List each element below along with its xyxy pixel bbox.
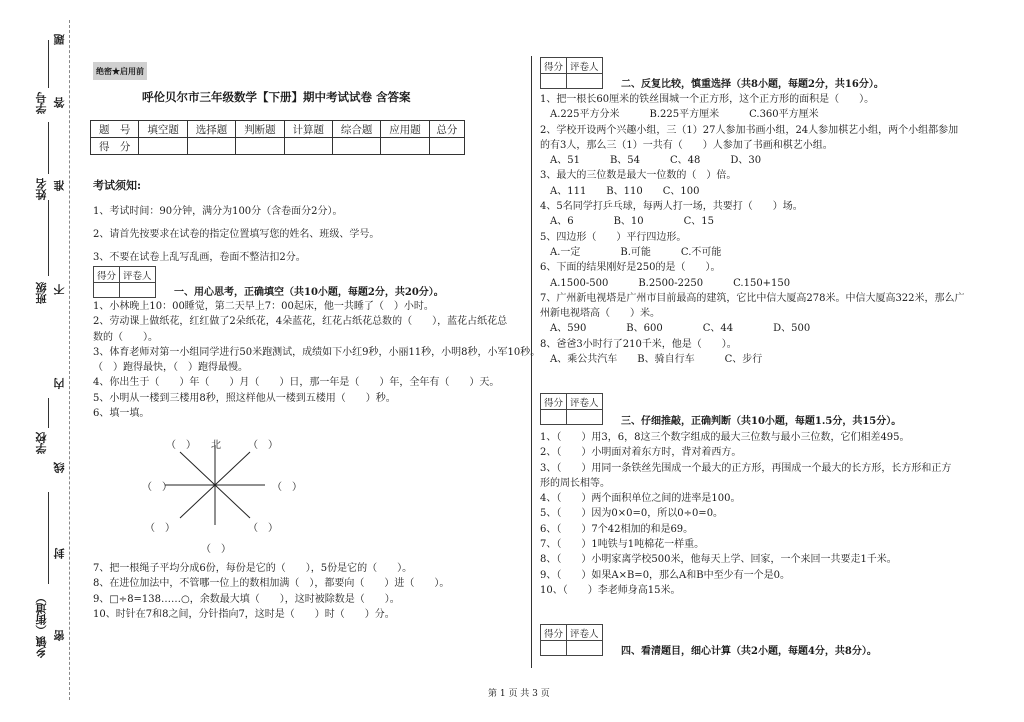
grader-reviewer-label: 评卷人	[120, 267, 156, 283]
question-line: 9、□÷8=138……○，余数最大填（ ），这时被除数是（ ）。	[93, 593, 400, 605]
secret-badge: 绝密★启用前	[93, 62, 147, 80]
question-line: 形的周长相等。	[540, 477, 610, 489]
score-cell: 判断题	[236, 121, 284, 138]
grader-reviewer-input[interactable]	[567, 410, 603, 425]
score-input-cell[interactable]	[332, 138, 380, 155]
grader-reviewer-input[interactable]	[120, 283, 156, 298]
exam-no-label: 学号	[35, 92, 48, 114]
grader-score-label: 得分	[541, 394, 567, 410]
margin-feng: 封	[53, 548, 66, 559]
section1-title: 一、用心思考，正确填空（共10小题，每题2分，共20分）。	[174, 287, 444, 298]
grader-reviewer-label: 评卷人	[567, 625, 603, 641]
question-line: 3、最大的三位数是最大一位数的（ ）倍。	[540, 170, 737, 182]
compass-blank-s[interactable]: （ ）	[201, 544, 231, 555]
question-line: 6、填一填。	[93, 408, 150, 420]
score-cell: 得 分	[91, 138, 139, 155]
question-line: 1、小林晚上10：00睡觉，第二天早上7：00起床，他一共睡了（ ）小时。	[93, 301, 434, 312]
question-line: 1、把一根长60厘米的铁丝围城一个正方形，这个正方形的面积是（ ）。	[540, 94, 875, 105]
question-line: 7、把一根绳子平均分成6份，每份是它的（ ），5份是它的（ ）。	[93, 563, 413, 574]
notice-item: 3、不要在试卷上乱写乱画，卷面不整洁扣2分。	[93, 252, 306, 263]
margin-xian: 线	[53, 462, 66, 473]
margin-ti: 题	[53, 34, 66, 45]
section3-title: 三、仔细推敲，正确判断（共10小题，每题1.5分，共15分）。	[621, 416, 902, 427]
score-input-cell[interactable]	[381, 138, 429, 155]
question-line: 6、（ ）7个42相加的和是69。	[540, 523, 694, 535]
score-input-cell[interactable]	[139, 138, 187, 155]
option-line: A、6 B、10 C、15	[540, 216, 715, 228]
town-line	[48, 492, 49, 584]
score-cell: 应用题	[381, 121, 429, 138]
margin-da: 答	[53, 97, 66, 108]
section3-questions	[540, 430, 951, 598]
option-line: A、111 B、110 C、100	[540, 185, 700, 197]
question-line: 5、（ ）因为0×0=0，所以0÷0=0。	[540, 508, 724, 520]
page-title: 呼伦贝尔市三年级数学【下册】期中考试试卷 含答案	[142, 90, 411, 104]
option-line: A、乘公共汽车 B、骑自行车 C、步行	[540, 354, 763, 366]
grader-reviewer-label: 评卷人	[567, 394, 603, 410]
compass-blank-sw[interactable]: （ ）	[145, 523, 175, 534]
question-line: 2、（ ）小明面对着东方时，背对着西方。	[540, 447, 742, 459]
score-input-cell[interactable]	[284, 138, 332, 155]
score-table-header-row	[91, 121, 465, 138]
grader-score-label: 得分	[541, 625, 567, 641]
question-line: 2、学校开设两个兴趣小组，三（1）27人参加书画小组，24人参加棋艺小组，两个小组都参加	[540, 124, 959, 136]
section1-questions-2	[93, 561, 449, 622]
grader-score-input[interactable]	[94, 283, 120, 298]
grader-score-input[interactable]	[541, 74, 567, 89]
question-line: 2、劳动课上做纸花，红红做了2朵纸花，4朵蓝花，红花占纸花总数的（ ），蓝花占纸花总	[93, 316, 508, 328]
compass-blank-ne[interactable]: （ ）	[248, 440, 278, 451]
name-line	[48, 122, 49, 174]
question-line: 6、下面的结果刚好是250的是（ ）。	[540, 262, 721, 274]
class-label: 班级	[35, 282, 48, 304]
option-line: A.一定 B.可能 C.不可能	[540, 246, 722, 258]
question-line: 3、体育老师对第一小组同学进行50米跑测试，成绩如下小红9秒，小丽11秒，小明8秒，小军10秒。	[93, 346, 541, 358]
score-input-cell[interactable]	[236, 138, 284, 155]
score-cell: 选择题	[187, 121, 235, 138]
option-line: A.225平方分米 B.225平方厘米 C.360平方厘米	[540, 109, 819, 121]
section2-questions	[540, 92, 965, 367]
question-line: 4、（ ）两个面积单位之间的进率是100。	[540, 493, 741, 505]
grader-box-4	[540, 624, 603, 656]
question-line: 7、（ ）1吨铁与1吨棉花一样重。	[540, 539, 705, 551]
score-input-cell[interactable]	[429, 138, 464, 155]
question-line: 州新电视塔高（ ）米。	[540, 308, 660, 320]
score-cell: 填空题	[139, 121, 187, 138]
notice-heading: 考试须知:	[93, 179, 142, 192]
question-line: 3、（ ）用同一条铁丝先围成一个最大的正方形，再围成一个最大的长方形，长方形和正方	[540, 462, 952, 474]
score-cell: 总分	[429, 121, 464, 138]
compass-blank-nw[interactable]: （ ）	[166, 440, 196, 451]
question-line: 5、小明从一楼到三楼用8秒，照这样他从一楼到五楼用（ ）秒。	[93, 392, 396, 404]
notice-item: 1、考试时间：90分钟，满分为100分（含卷面分2分）。	[93, 206, 343, 217]
notice-item: 2、请首先按要求在试卷的指定位置填写您的姓名、班级、学号。	[93, 229, 380, 240]
question-line: 5、四边形（ ）平行四边形。	[540, 231, 687, 243]
section4-title: 四、看清题目，细心计算（共2小题，每题4分，共8分）。	[621, 646, 877, 657]
score-input-cell[interactable]	[187, 138, 235, 155]
compass-blank-e[interactable]: （ ）	[272, 482, 302, 493]
question-line: 9、（ ）如果A×B=0，那么A和B中至少有一个是0。	[540, 569, 790, 581]
margin-zhun: 准	[53, 180, 66, 191]
column-divider	[531, 56, 532, 668]
grader-reviewer-input[interactable]	[567, 74, 603, 89]
school-label: 学校	[35, 432, 48, 454]
margin-nei: 内	[53, 378, 66, 389]
question-line: 10、时针在7和8之间，分针指向7，这时是（ ）时（ ）分。	[93, 608, 395, 620]
margin-bu: 不	[53, 284, 66, 295]
grader-reviewer-label: 评卷人	[567, 58, 603, 74]
score-cell: 题 号	[91, 121, 139, 138]
grader-box-1	[93, 266, 156, 298]
section2-title: 二、反复比较，慎重选择（共8小题，每题2分，共16分）。	[621, 79, 884, 90]
compass-blank-w[interactable]: （ ）	[142, 482, 172, 493]
exam-no-line	[48, 40, 49, 88]
grader-score-input[interactable]	[541, 641, 567, 656]
class-line	[48, 200, 49, 276]
option-line: A、590 B、600 C、44 D、500	[540, 323, 811, 335]
option-line: A、51 B、54 C、48 D、30	[540, 155, 762, 167]
name-label: 姓名	[35, 178, 48, 200]
question-line: 8、在进位加法中，不管哪一位上的数相加满（ ），都要向（ ）进（ ）。	[93, 578, 450, 590]
score-table-score-row	[91, 138, 465, 155]
school-line	[48, 398, 49, 428]
score-table	[90, 120, 465, 155]
grader-score-label: 得分	[541, 58, 567, 74]
compass-blank-se[interactable]: （ ）	[248, 523, 278, 534]
question-line: 8、（ ）小明家离学校500米，他每天上学、回家，一个来回一共要走1千米。	[540, 554, 897, 566]
binding-dashed-line	[69, 20, 70, 700]
grader-box-2	[540, 57, 603, 89]
grader-score-input[interactable]	[541, 410, 567, 425]
question-line: 数的（ ）。	[93, 331, 158, 343]
grader-box-3	[540, 393, 603, 425]
question-line: 的有3人，那么三（1）一共有（ ）人参加了书画和棋艺小组。	[540, 139, 833, 151]
margin-mi: 密	[53, 630, 66, 641]
town-label: 乡镇（街道）	[35, 592, 48, 658]
question-line: 10、（ ）李老师身高15米。	[540, 584, 681, 596]
question-line: 8、爸爸3小时行了210千米，他是（ ）。	[540, 338, 737, 350]
score-cell: 计算题	[284, 121, 332, 138]
grader-score-label: 得分	[94, 267, 120, 283]
option-line: A.1500-500 B.2500-2250 C.150+150	[540, 277, 791, 289]
page-footer: 第 1 页 共 3 页	[488, 689, 550, 699]
question-line: 1、（ ）用3，6，8这三个数字组成的最大三位数与最小三位数，它们相差495。	[540, 432, 910, 443]
section1-questions	[93, 299, 540, 421]
question-line: 7、广州新电视塔是广州市目前最高的建筑，它比中信大厦高278米。中信大厦高322米，那么广	[540, 292, 965, 304]
score-cell: 综合题	[332, 121, 380, 138]
grader-reviewer-input[interactable]	[567, 641, 603, 656]
question-line: （ ）跑得最快，（ ）跑得最慢。	[93, 362, 248, 374]
question-line: 4、你出生于（ ）年（ ）月（ ）日，那一年是（ ）年，全年有（ ）天。	[93, 377, 500, 389]
question-line: 4、5名同学打乒乓球，每两人打一场，共要打（ ）场。	[540, 201, 803, 213]
compass-north-label: 北	[211, 440, 221, 451]
